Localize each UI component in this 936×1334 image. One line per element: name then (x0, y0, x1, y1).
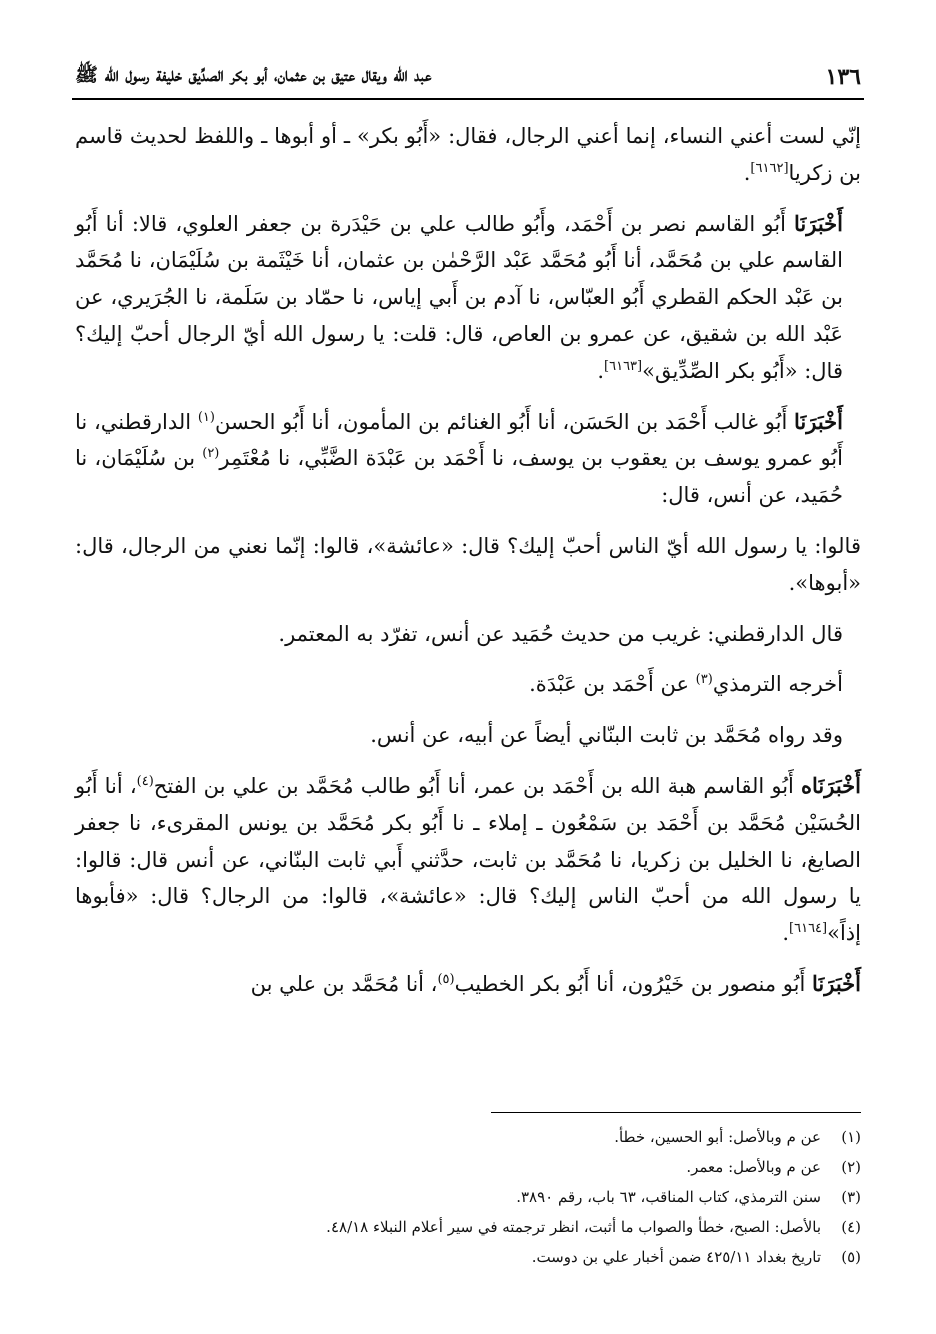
footnote (75, 1212, 861, 1242)
footnote-number: (٥) (841, 1248, 861, 1266)
footnote (75, 1242, 861, 1272)
paragraph-text: الدارقطني، نا أَبُو عمرو يوسف بن يعقوب بن يوسف، نا أَحْمَد بن عَبْدَة الضَّبِّي، نا مُعْتَمِر (75, 409, 843, 471)
paragraph-text: أَبُو غالب أَحْمَد بن الحَسَن، أنا أَبُو الغنائم بن المأمون، أنا أَبُو الحسن (214, 409, 795, 434)
paragraph-6 (75, 666, 861, 703)
paragraph-text: قالوا: يا رسول الله أيّ الناس أحبّ إليك؟ قال: «عائشة»، قالوا: إنّما نعني من الرجال، قال: «أبوها». (75, 533, 861, 595)
paragraph-text: أخرجه الترمذي (712, 672, 843, 697)
footnotes (75, 1122, 861, 1272)
paragraph-text: عن أَحْمَد بن عَبْدَة. (529, 672, 696, 697)
hadith-reference: [٦١٦٤] (789, 921, 828, 937)
page-number: ١٣٦ (825, 64, 861, 90)
paragraph-5 (75, 616, 861, 653)
isnad-lead: أَخْبَرَنَا (794, 210, 843, 236)
main-text (75, 118, 861, 1017)
paragraph-9 (75, 966, 861, 1003)
paragraph-text: أَبُو القاسم نصر بن أَحْمَد، وأَبُو طالب علي بن حَيْدَرة بن جعفر العلوي، قالا: أنا أَبُو القاسم علي بن مُحَمَّد، أنا أَبُو مُحَمَّد عَبْد الرَّحْمٰن بن عثمان، أنا خَيْثَمة بن سُلَيْمَان، نا مُحَمَّد بن عَبْد الحكم القطري أَبُو العبّاس، نا آدم بن أَبي إياس، نا حمّاد بن سَلَمة، نا الجُرَيري، عن عَبْد الله بن شقيق، عن عمرو بن العاص، قال: قلت: يا رسول الله أيّ الرجال أحبّ إليك؟ قال: «أَبُو بكر الصِّدِّيق» (75, 211, 843, 383)
footnote-number: (١) (841, 1128, 861, 1146)
hadith-reference: [٦١٦٢] (750, 160, 789, 176)
isnad-lead: أَخْبَرَنَاه (801, 772, 861, 798)
paragraph-text: وقد رواه مُحَمَّد بن ثابت البنّاني أيضاً عن أبيه، عن أنس. (370, 723, 843, 748)
paragraph-8: أَخْبَرَنَاه أَبُو القاسم هبة الله بن أَحْمَد بن عمر، أنا أَبُو طالب مُحَمَّد بن علي بن الفتح$^{(٤)}$، أنا أَبُو الحُسَيْن مُحَمَّد بن أَحْمَد بن سَمْعُون ـ إملاء ـ نا أَبُو بكر مُحَمَّد بن يونس المقرىء، نا جعفر الصايغ، نا الخليل بن زكريا، نا مُحَمَّد بن ثابت، حدَّثني أَبي ثابت البنّاني، عن أنس قال: قالوا: يا رسول الله من أحبّ الناس إليك؟ قال: «عائشة»، قالوا: من الرجال؟ قال: «فأبوها إذاً»[٦١٦٤]. (75, 772, 861, 946)
footnote-text: عن م وبالأصل: أبو الحسين، خطأ. (614, 1128, 821, 1146)
paragraph-7 (75, 717, 861, 754)
paragraph-1: إنّي لست أعني النساء، إنما أعني الرجال، فقال: «أَبُو بكر» ـ أو أبوها ـ واللفظ لحديث قاسم بن زكريا[٦١٦٢]. (75, 124, 861, 185)
footnote-marker: (٤) (136, 773, 154, 789)
footnote-number: (٢) (841, 1158, 861, 1176)
isnad-lead: أَخْبَرَنَا (812, 970, 861, 996)
paragraph-text: ، أنا مُحَمَّد بن علي بن (250, 971, 438, 996)
footnote-marker: (١) (197, 409, 215, 425)
paragraph-text: أَبُو القاسم هبة الله بن أَحْمَد بن عمر، أنا أَبُو طالب مُحَمَّد بن علي بن الفتح (153, 773, 801, 798)
footnote (75, 1152, 861, 1182)
page-header (75, 60, 861, 94)
footnote-separator (491, 1112, 861, 1113)
footnote-text: تاريخ بغداد ٤٢٥/١١ ضمن أخبار علي بن دوست. (531, 1248, 821, 1266)
footnote (75, 1122, 861, 1152)
footnote-text: سنن الترمذي، كتاب المناقب، ٦٣ باب، رقم ٣٨٩٠. (516, 1188, 821, 1206)
hadith-reference: [٦١٦٣] (604, 358, 643, 374)
footnote-number: (٤) (841, 1218, 861, 1236)
paragraph-4 (75, 528, 861, 602)
isnad-lead: أَخْبَرَنَا (794, 408, 843, 434)
footnote-marker: (٥) (437, 971, 455, 987)
paragraph-text: قال الدارقطني: غريب من حديث حُمَيد عن أنس، تفرّد به المعتمر. (278, 621, 843, 646)
paragraph-text: إنّي لست أعني النساء، إنما أعني الرجال، فقال: «أَبُو بكر» ـ أو أبوها ـ واللفظ لحديث قاسم بن زكريا (75, 124, 861, 185)
paragraph-2: أَخْبَرَنَا أَبُو القاسم نصر بن أَحْمَد، وأَبُو طالب علي بن حَيْدَرة بن جعفر العلوي، قالا: أنا أَبُو القاسم علي بن مُحَمَّد، أنا أَبُو مُحَمَّد عَبْد الرَّحْمٰن بن عثمان، أنا خَيْثَمة بن سُلَيْمَان، نا مُحَمَّد بن عَبْد الحكم القطري أَبُو العبّاس، نا آدم بن أَبي إياس، نا حمّاد بن سَلَمة، نا الجُرَيري، عن عَبْد الله بن شقيق، عن عمرو بن العاص، قال: قلت: يا رسول الله أيّ الرجال أحبّ إليك؟ قال: «أَبُو بكر الصِّدِّيق»[٦١٦٣]. (75, 210, 843, 383)
paragraph-3 (75, 404, 861, 514)
footnote-marker: (٢) (202, 446, 220, 462)
paragraph-text: ، أنا أَبُو الحُسَيْن مُحَمَّد بن أَحْمَد بن سَمْعُون ـ إملاء ـ نا أَبُو بكر مُحَمَّد بن يونس المقرىء، نا جعفر الصايغ، نا الخليل بن زكريا، نا مُحَمَّد بن ثابت، حدَّثني أَبي ثابت البنّاني، عن أنس قال: قالوا: يا رسول الله من أحبّ الناس إليك؟ قال: «عائشة»، قالوا: من الرجال؟ قال: «فأبوها إذاً» (75, 773, 861, 946)
footnote-marker: (٣) (695, 672, 713, 688)
footnote-text: عن م وبالأصل: معمر. (686, 1158, 821, 1176)
footnote (75, 1182, 861, 1212)
paragraph-text: بن سُلَيْمَان، نا حُمَيد، عن أنس، قال: (75, 446, 843, 508)
running-title: عبد الله ويقال عتيق بن عثمان، أبو بكر الصدِّيق خليفة رسول الله ﷺ (75, 64, 432, 86)
header-rule (72, 98, 864, 100)
footnote-number: (٣) (841, 1188, 861, 1206)
paragraph-text: أَبُو منصور بن خَيْرُون، أنا أَبُو بكر الخطيب (454, 971, 813, 996)
footnote-text: بالأصل: الصبح، خطأ والصواب ما أثبت، انظر ترجمته في سير أعلام النبلاء ٤٨/١٨. (326, 1218, 821, 1236)
